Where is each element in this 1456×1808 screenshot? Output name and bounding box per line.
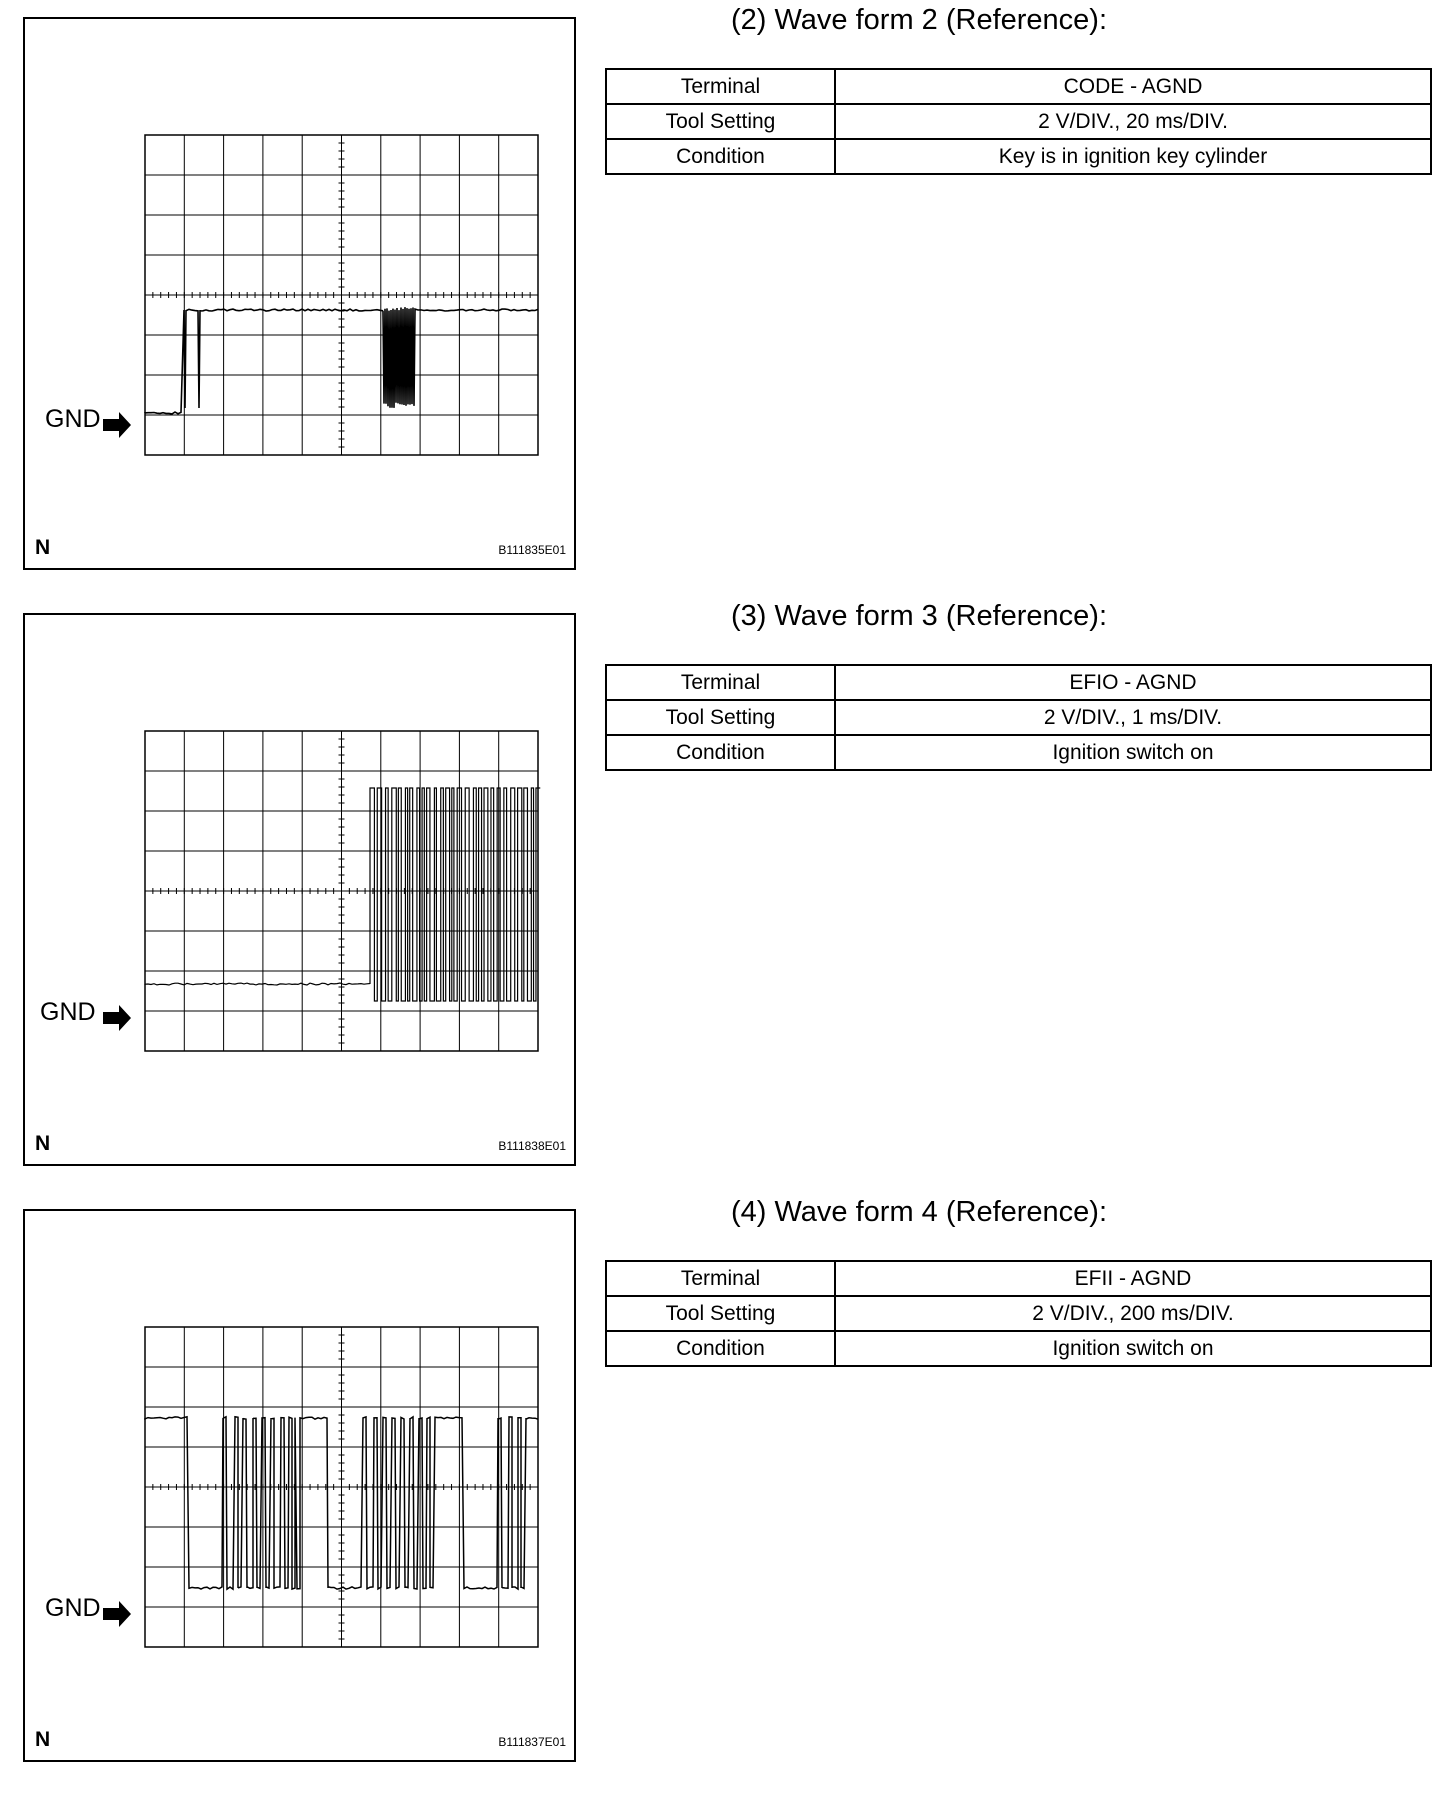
table-row xyxy=(606,735,1431,770)
table-row xyxy=(606,139,1431,174)
section-heading: (2) Wave form 2 (Reference): xyxy=(731,4,1108,36)
spec-table xyxy=(605,664,1432,771)
oscilloscope-screen xyxy=(25,615,578,1168)
n-label: N xyxy=(35,1132,51,1155)
gnd-label: GND xyxy=(45,405,101,433)
table-row xyxy=(606,1296,1431,1331)
table-row xyxy=(606,104,1431,139)
row-key: Condition xyxy=(606,735,835,770)
table-row xyxy=(606,69,1431,104)
row-value: 2 V/DIV., 1 ms/DIV. xyxy=(835,700,1431,735)
row-key: Condition xyxy=(606,139,835,174)
waveform-figure xyxy=(23,17,576,570)
n-label: N xyxy=(35,536,51,559)
row-key: Terminal xyxy=(606,1261,835,1296)
scope-grid xyxy=(145,135,538,455)
row-key: Condition xyxy=(606,1331,835,1366)
table-row xyxy=(606,665,1431,700)
section-heading: (3) Wave form 3 (Reference): xyxy=(731,600,1108,632)
gnd-arrow-icon xyxy=(103,1005,131,1031)
oscilloscope-screen xyxy=(25,19,578,572)
section-heading: (4) Wave form 4 (Reference): xyxy=(731,1196,1108,1228)
waveform-figure xyxy=(23,613,576,1166)
gnd-arrow-icon xyxy=(103,412,131,438)
row-key: Terminal xyxy=(606,69,835,104)
n-label: N xyxy=(35,1728,51,1751)
row-value: 2 V/DIV., 20 ms/DIV. xyxy=(835,104,1431,139)
figure-code: B111835E01 xyxy=(498,543,566,557)
waveform-trace xyxy=(145,788,540,1001)
row-value: Ignition switch on xyxy=(835,735,1431,770)
row-key: Terminal xyxy=(606,665,835,700)
waveform-figure xyxy=(23,1209,576,1762)
row-value: Key is in ignition key cylinder xyxy=(835,139,1431,174)
row-value: EFII - AGND xyxy=(835,1261,1431,1296)
row-key: Tool Setting xyxy=(606,1296,835,1331)
gnd-arrow-icon xyxy=(103,1601,131,1627)
spec-table xyxy=(605,1260,1432,1367)
scope-grid xyxy=(145,1327,538,1647)
row-value: 2 V/DIV., 200 ms/DIV. xyxy=(835,1296,1431,1331)
gnd-label: GND xyxy=(45,1594,101,1622)
gnd-label: GND xyxy=(40,998,96,1026)
row-key: Tool Setting xyxy=(606,700,835,735)
figure-code: B111837E01 xyxy=(498,1735,566,1749)
oscilloscope-screen xyxy=(25,1211,578,1764)
table-row xyxy=(606,700,1431,735)
row-value: CODE - AGND xyxy=(835,69,1431,104)
figure-code: B111838E01 xyxy=(498,1139,566,1153)
table-row xyxy=(606,1331,1431,1366)
row-value: EFIO - AGND xyxy=(835,665,1431,700)
row-key: Tool Setting xyxy=(606,104,835,139)
table-row xyxy=(606,1261,1431,1296)
row-value: Ignition switch on xyxy=(835,1331,1431,1366)
spec-table xyxy=(605,68,1432,175)
